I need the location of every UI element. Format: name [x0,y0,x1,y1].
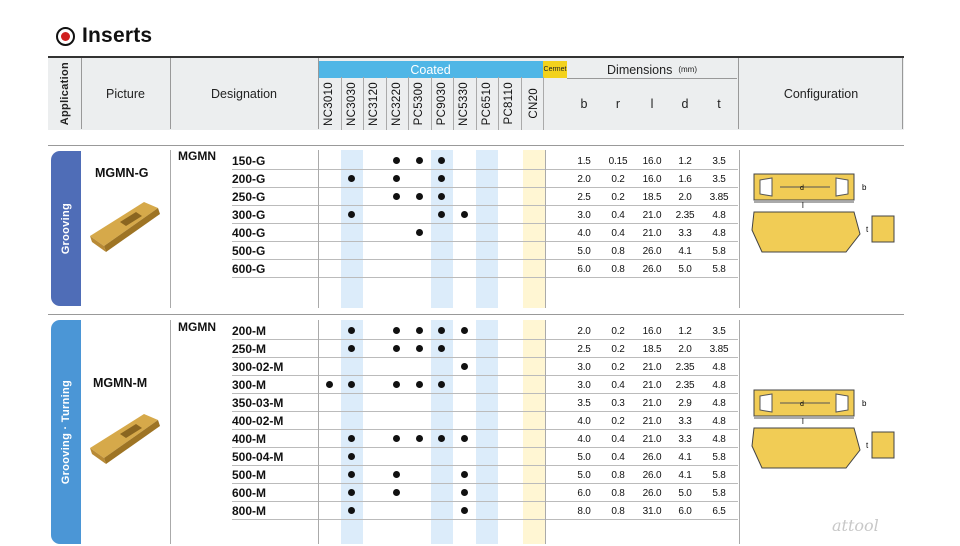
dim-t: 4.8 [712,210,726,221]
dim-b: 3.5 [577,398,591,409]
designation: 400-02-M [232,414,284,428]
designation: 400-M [232,432,267,446]
prefix-mgmn-m: MGMN [178,320,216,334]
dim-b: 3.0 [577,380,591,391]
dim-r: 0.2 [611,416,625,427]
availability-dot-nc3030 [348,211,355,218]
availability-dot-pc9030 [438,381,445,388]
column-rule [545,150,546,308]
grade-label: PC5300 [413,81,426,126]
dim-r: 0.8 [611,264,625,275]
table-row [0,484,960,502]
svg-text:t: t [866,225,869,234]
dim-d: 2.9 [678,398,692,409]
dim-t: 5.8 [712,264,726,275]
dim-t: 4.8 [712,434,726,445]
availability-dot-nc3030 [348,327,355,334]
availability-dot-nc3220 [393,471,400,478]
table-row [0,412,960,430]
availability-dot-nc3030 [348,471,355,478]
prefix-mgmn-g: MGMN [178,149,216,163]
svg-text:t: t [866,441,869,450]
table-row [0,242,960,260]
svg-text:l: l [802,201,804,210]
designation: 300-M [232,378,267,392]
grade-header-nc3010 [318,77,341,130]
grade-label: NC3010 [323,81,336,126]
svg-text:b: b [862,399,867,408]
dim-l: 21.0 [642,362,662,373]
group2-top-rule [48,314,904,315]
target-bullet-icon [56,27,75,46]
col-coated: Coated [318,61,543,78]
availability-dot-nc5330 [461,471,468,478]
application-tab-grooving-turning: Grooving · Turning [51,320,81,544]
dim-d: 3.3 [678,416,692,427]
picture-label-mgmn-g: MGMN-G [95,166,149,180]
table-row [0,188,960,206]
availability-dot-nc3010 [326,381,333,388]
dim-b: 2.5 [577,192,591,203]
dim-l: 16.0 [642,156,662,167]
col-dimensions [567,61,737,78]
dim-header-b: b [580,96,588,111]
dim-t: 4.8 [712,380,726,391]
availability-dot-nc3220 [393,489,400,496]
grade-label: NC5330 [458,81,471,126]
table-row [0,340,960,358]
column-rule [545,320,546,544]
dim-header-t: t [717,96,721,111]
dim-r: 0.15 [608,156,628,167]
availability-dot-nc5330 [461,489,468,496]
svg-text:d: d [800,401,804,408]
dim-l: 21.0 [642,416,662,427]
svg-text:d: d [800,185,804,192]
dim-d: 4.1 [678,246,692,257]
dim-t: 4.8 [712,398,726,409]
availability-dot-nc3030 [348,489,355,496]
dim-l: 18.5 [642,344,662,355]
dim-r: 0.4 [611,228,625,239]
dim-r: 0.4 [611,452,625,463]
grade-label: NC3220 [390,81,403,126]
dim-b: 4.0 [577,416,591,427]
availability-dot-pc5300 [416,193,423,200]
table-row [0,170,960,188]
availability-dot-nc3030 [348,175,355,182]
column-rule [170,320,171,544]
dim-r: 0.8 [611,246,625,257]
dim-l: 26.0 [642,470,662,481]
designation: 600-G [232,262,266,276]
dim-t: 5.8 [712,488,726,499]
dim-b: 6.0 [577,488,591,499]
dim-l: 21.0 [642,210,662,221]
dim-b: 3.0 [577,210,591,221]
dim-t: 3.5 [712,326,726,337]
table-row [0,448,960,466]
table-row [0,224,960,242]
dim-d: 2.0 [678,192,692,203]
availability-dot-pc9030 [438,193,445,200]
dim-b: 6.0 [577,264,591,275]
dim-t: 3.85 [709,344,729,355]
row-rule [232,519,738,520]
picture-label-mgmn-m: MGMN-M [93,376,148,390]
availability-dot-nc3030 [348,453,355,460]
dim-l: 31.0 [642,506,662,517]
availability-dot-nc5330 [461,211,468,218]
dim-b: 5.0 [577,452,591,463]
designation: 500-G [232,244,266,258]
availability-dot-nc3220 [393,381,400,388]
dim-d: 1.2 [678,156,692,167]
availability-dot-nc3030 [348,381,355,388]
dim-d: 2.35 [675,362,695,373]
grade-label: PC9030 [435,81,448,126]
availability-dot-nc5330 [461,435,468,442]
dim-t: 4.8 [712,362,726,373]
availability-dot-nc3220 [393,175,400,182]
dim-t: 5.8 [712,246,726,257]
table-row [0,376,960,394]
dim-d: 1.2 [678,326,692,337]
availability-dot-pc9030 [438,327,445,334]
table-row [0,394,960,412]
dim-l: 21.0 [642,228,662,239]
availability-dot-pc5300 [416,435,423,442]
designation: 600-M [232,486,267,500]
dim-d: 3.3 [678,228,692,239]
designation: 500-M [232,468,267,482]
dim-l: 16.0 [642,326,662,337]
grade-header-nc3120 [363,77,386,130]
application-tab-grooving: Grooving [51,151,81,306]
dim-r: 0.4 [611,380,625,391]
dim-d: 2.0 [678,344,692,355]
dim-d: 2.35 [675,380,695,391]
group1-top-rule [48,145,904,146]
column-rule [318,320,319,544]
designation: 200-M [232,324,267,338]
dim-l: 21.0 [642,398,662,409]
dim-l: 26.0 [642,488,662,499]
col-picture: Picture [106,87,145,101]
dim-header-d: d [681,96,689,111]
grade-label: NC3030 [345,81,358,126]
availability-dot-pc5300 [416,229,423,236]
designation: 400-G [232,226,266,240]
table-row [0,502,960,520]
dim-l: 26.0 [642,246,662,257]
availability-dot-pc5300 [416,381,423,388]
dim-r: 0.2 [611,174,625,185]
table-row [0,260,960,278]
dim-r: 0.8 [611,488,625,499]
availability-dot-nc3220 [393,157,400,164]
dim-b: 1.5 [577,156,591,167]
grade-label: PC8110 [503,82,516,125]
column-rule [170,150,171,308]
grade-divider [521,77,522,130]
dim-d: 4.1 [678,470,692,481]
availability-dot-pc5300 [416,327,423,334]
dim-l: 26.0 [642,264,662,275]
svg-text:l: l [802,417,804,426]
availability-dot-pc5300 [416,345,423,352]
dim-r: 0.4 [611,434,625,445]
section-title [56,24,152,48]
dim-b: 5.0 [577,246,591,257]
availability-dot-nc3220 [393,435,400,442]
table-row [0,430,960,448]
availability-dot-pc9030 [438,175,445,182]
availability-dot-nc3220 [393,327,400,334]
grade-header-pc5300 [408,77,431,130]
designation: 800-M [232,504,267,518]
dim-d: 1.6 [678,174,692,185]
availability-dot-nc5330 [461,507,468,514]
availability-dot-nc3220 [393,345,400,352]
dim-r: 0.3 [611,398,625,409]
table-row [0,206,960,224]
dim-b: 8.0 [577,506,591,517]
availability-dot-nc3030 [348,435,355,442]
dim-b: 4.0 [577,434,591,445]
availability-dot-pc9030 [438,211,445,218]
dim-t: 5.8 [712,452,726,463]
dim-b: 2.0 [577,174,591,185]
grade-label: CN20 [527,88,540,119]
dim-t: 5.8 [712,470,726,481]
grade-header-nc3030 [341,77,364,130]
designation: 300-02-M [232,360,284,374]
dim-b: 2.0 [577,326,591,337]
dim-r: 0.2 [611,362,625,373]
dim-l: 26.0 [642,452,662,463]
dimensions-unit: (mm) [678,65,697,74]
grade-header-nc5330 [453,77,476,130]
dim-d: 5.0 [678,264,692,275]
dim-r: 0.8 [611,506,625,517]
column-rule [739,320,740,544]
row-rule [232,277,738,278]
dim-d: 2.35 [675,210,695,221]
designation: 150-G [232,154,266,168]
grade-divider [543,77,544,130]
dim-t: 3.85 [709,192,729,203]
grade-header-pc6510 [476,77,499,130]
grade-header-cn20 [523,77,546,130]
dim-b: 5.0 [577,470,591,481]
dim-r: 0.8 [611,470,625,481]
dim-header-l: l [650,96,654,111]
dim-header-r: r [615,96,621,111]
col-application: Application [58,62,71,126]
grade-header-pc8110 [498,77,521,130]
grade-header-pc9030 [431,77,454,130]
availability-dot-pc9030 [438,157,445,164]
dim-l: 16.0 [642,174,662,185]
dim-r: 0.2 [611,192,625,203]
designation: 200-G [232,172,266,186]
dimensions-label: Dimensions [607,62,673,77]
availability-dot-pc5300 [416,157,423,164]
availability-dot-nc3220 [393,193,400,200]
availability-dot-nc5330 [461,363,468,370]
dim-t: 3.5 [712,174,726,185]
availability-dot-nc5330 [461,327,468,334]
dim-l: 18.5 [642,192,662,203]
designation: 300-G [232,208,266,222]
dim-d: 6.0 [678,506,692,517]
grade-label: NC3120 [368,81,381,126]
dim-t: 4.8 [712,416,726,427]
availability-dot-nc3030 [348,507,355,514]
watermark: attool [832,516,879,535]
dim-l: 21.0 [642,434,662,445]
dim-d: 4.1 [678,452,692,463]
dim-b: 4.0 [577,228,591,239]
page-title: Inserts [82,24,153,47]
grade-label: PC6510 [480,81,493,126]
designation: 350-03-M [232,396,284,410]
table-row [0,466,960,484]
table-row [0,152,960,170]
designation: 500-04-M [232,450,284,464]
dim-b: 3.0 [577,362,591,373]
grade-header-nc3220 [386,77,409,130]
table-row [0,358,960,376]
svg-text:b: b [862,183,867,192]
col-configuration: Configuration [783,87,859,101]
designation: 250-M [232,342,267,356]
dim-t: 6.5 [712,506,726,517]
designation: 250-G [232,190,266,204]
dim-t: 3.5 [712,156,726,167]
dim-d: 5.0 [678,488,692,499]
column-rule [739,150,740,308]
dim-l: 21.0 [642,380,662,391]
table-row [0,322,960,340]
dim-b: 2.5 [577,344,591,355]
availability-dot-pc9030 [438,345,445,352]
column-rule [318,150,319,308]
dim-r: 0.4 [611,210,625,221]
availability-dot-pc9030 [438,435,445,442]
availability-dot-nc3030 [348,345,355,352]
dim-r: 0.2 [611,326,625,337]
dim-t: 4.8 [712,228,726,239]
dim-r: 0.2 [611,344,625,355]
col-designation: Designation [210,87,277,101]
col-cermet: Cermet [543,61,567,78]
dim-d: 3.3 [678,434,692,445]
